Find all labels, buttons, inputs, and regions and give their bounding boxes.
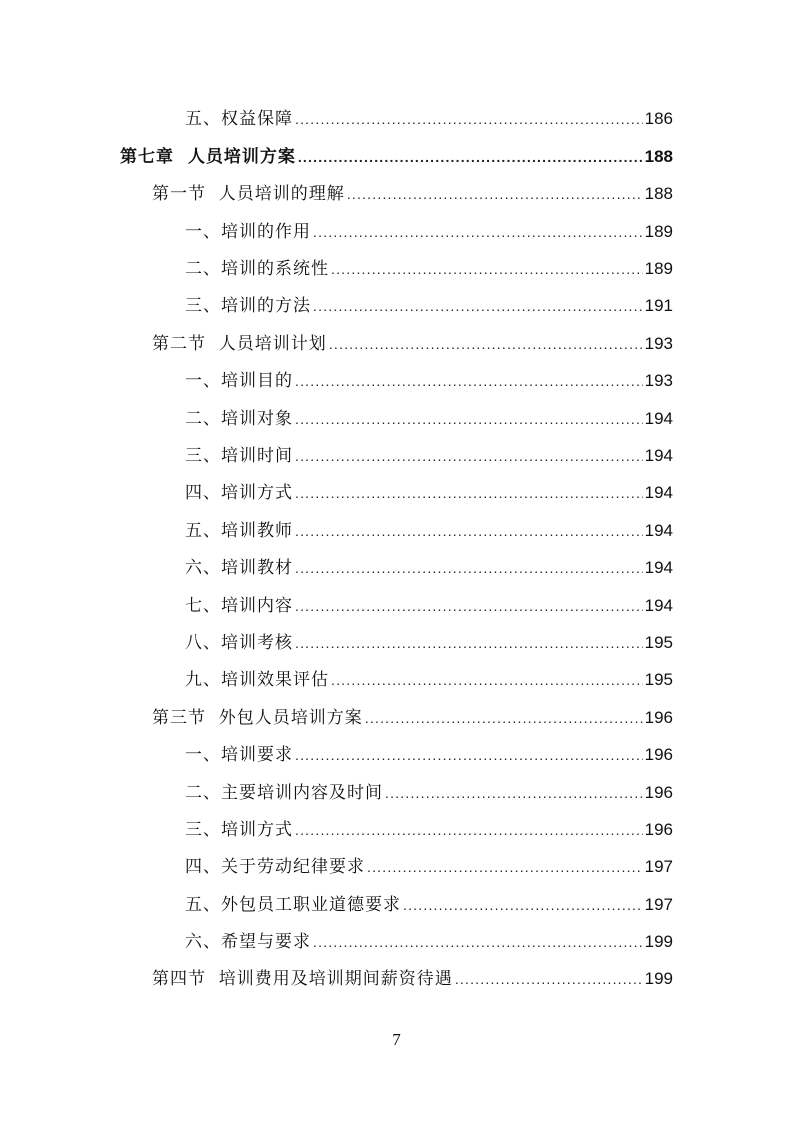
toc-entry-title: 八、培训考核 <box>185 632 293 653</box>
toc-entry-item[interactable] <box>0 924 793 961</box>
dot-leader <box>455 961 643 998</box>
toc-entry-page: 194 <box>644 408 673 428</box>
dot-leader <box>295 812 643 849</box>
toc-entry-item[interactable] <box>0 550 793 587</box>
toc-entry-page: 196 <box>644 819 673 839</box>
toc-entry-title: 一、培训要求 <box>185 745 293 766</box>
dot-leader <box>295 475 643 512</box>
dot-leader <box>313 288 643 325</box>
toc-entry-title: 五、培训教师 <box>185 520 293 541</box>
toc-entry-title: 第二节 人员培训计划 <box>152 333 327 354</box>
dot-leader <box>295 438 643 475</box>
toc-entry-title: 二、培训的系统性 <box>185 259 329 280</box>
toc-entry-page: 196 <box>644 707 673 727</box>
toc-entry-item[interactable] <box>0 438 793 475</box>
toc-entry-title: 四、培训方式 <box>185 483 293 504</box>
toc-entry-title: 五、权益保障 <box>185 109 293 130</box>
dot-leader <box>313 924 643 961</box>
toc-entry-page: 191 <box>644 296 673 316</box>
toc-entry-page: 199 <box>644 969 673 989</box>
toc-entry-page: 189 <box>644 259 673 279</box>
toc-entry-title: 第三节 外包人员培训方案 <box>152 707 363 728</box>
toc-entry-item[interactable] <box>0 288 793 325</box>
dot-leader <box>295 101 643 138</box>
dot-leader <box>298 139 643 176</box>
toc-entry-title: 三、培训时间 <box>185 446 293 466</box>
toc-entry-page: 188 <box>644 184 673 204</box>
toc-entry-item[interactable] <box>0 251 793 288</box>
toc-entry-title: 二、培训对象 <box>185 408 293 429</box>
dot-leader <box>329 326 643 363</box>
toc-entry-title: 四、关于劳动纪律要求 <box>185 857 365 878</box>
toc-entry-page: 196 <box>644 745 673 765</box>
toc-entry-section[interactable] <box>0 176 793 213</box>
toc-entry-item[interactable] <box>0 849 793 886</box>
toc-entry-title: 五、外包员工职业道德要求 <box>185 894 401 915</box>
toc-entry-page: 189 <box>644 221 673 241</box>
toc-entry-item[interactable] <box>0 101 793 138</box>
toc-entry-page: 194 <box>644 520 673 540</box>
toc-entry-item[interactable] <box>0 475 793 512</box>
toc-entry-page: 195 <box>644 632 673 652</box>
toc-entry-title: 二、主要培训内容及时间 <box>185 782 383 803</box>
toc-entry-title: 三、培训方式 <box>185 819 293 840</box>
toc-entry-page: 194 <box>644 446 673 465</box>
dot-leader <box>313 214 643 251</box>
toc-entry-item[interactable] <box>0 587 793 624</box>
page-number: 7 <box>392 1030 401 1049</box>
toc-entry-title: 一、培训目的 <box>185 371 293 392</box>
toc-entry-title: 六、希望与要求 <box>185 932 311 953</box>
toc-entry-item[interactable] <box>0 886 793 923</box>
toc-entry-title: 一、培训的作用 <box>185 221 311 242</box>
toc-entry-title: 第一节 人员培训的理解 <box>152 184 345 205</box>
toc-entry-title: 九、培训效果评估 <box>185 670 329 691</box>
toc-entry-item[interactable] <box>0 811 793 848</box>
toc-entry-item[interactable] <box>0 400 793 437</box>
toc-entry-section[interactable] <box>0 961 793 998</box>
dot-leader <box>347 176 643 213</box>
toc-entry-page: 196 <box>644 782 673 802</box>
dot-leader <box>295 550 643 587</box>
toc-entry-item[interactable] <box>0 624 793 661</box>
toc-entry-page: 194 <box>644 558 673 578</box>
toc-entry-item[interactable] <box>0 662 793 699</box>
toc-entry-page: 193 <box>644 371 673 391</box>
toc-entry-page: 199 <box>644 932 673 952</box>
dot-leader <box>295 737 643 774</box>
toc-entry-section[interactable] <box>0 699 793 736</box>
dot-leader <box>403 887 643 924</box>
table-of-contents <box>0 101 793 998</box>
toc-entry-page: 197 <box>644 894 673 914</box>
dot-leader <box>295 588 643 625</box>
toc-entry-title: 第七章 人员培训方案 <box>120 146 296 167</box>
toc-entry-title: 六、培训教材 <box>185 558 293 579</box>
toc-entry-item[interactable] <box>0 737 793 774</box>
toc-entry-page: 194 <box>644 483 673 503</box>
dot-leader <box>331 662 643 699</box>
toc-entry-title: 第四节 培训费用及培训期间薪资待遇 <box>152 969 453 990</box>
toc-entry-page: 197 <box>644 857 673 877</box>
toc-entry-title: 七、培训内容 <box>185 595 293 616</box>
toc-entry-item[interactable] <box>0 363 793 400</box>
dot-leader <box>385 775 643 812</box>
dot-leader <box>295 401 643 438</box>
dot-leader <box>367 849 643 886</box>
toc-entry-page: 195 <box>644 670 673 690</box>
toc-entry-section[interactable] <box>0 325 793 362</box>
toc-entry-page: 186 <box>644 109 673 129</box>
dot-leader <box>295 625 643 662</box>
dot-leader <box>295 363 643 400</box>
toc-entry-page: 194 <box>644 595 673 615</box>
toc-entry-page: 188 <box>644 146 673 166</box>
toc-entry-item[interactable] <box>0 774 793 811</box>
toc-entry-chapter[interactable] <box>0 138 793 175</box>
toc-entry-page: 193 <box>644 333 673 353</box>
toc-entry-item[interactable] <box>0 512 793 549</box>
toc-entry-item[interactable] <box>0 213 793 250</box>
dot-leader <box>295 513 643 550</box>
dot-leader <box>331 251 643 288</box>
dot-leader <box>365 700 643 737</box>
toc-entry-title: 三、培训的方法 <box>185 296 311 317</box>
